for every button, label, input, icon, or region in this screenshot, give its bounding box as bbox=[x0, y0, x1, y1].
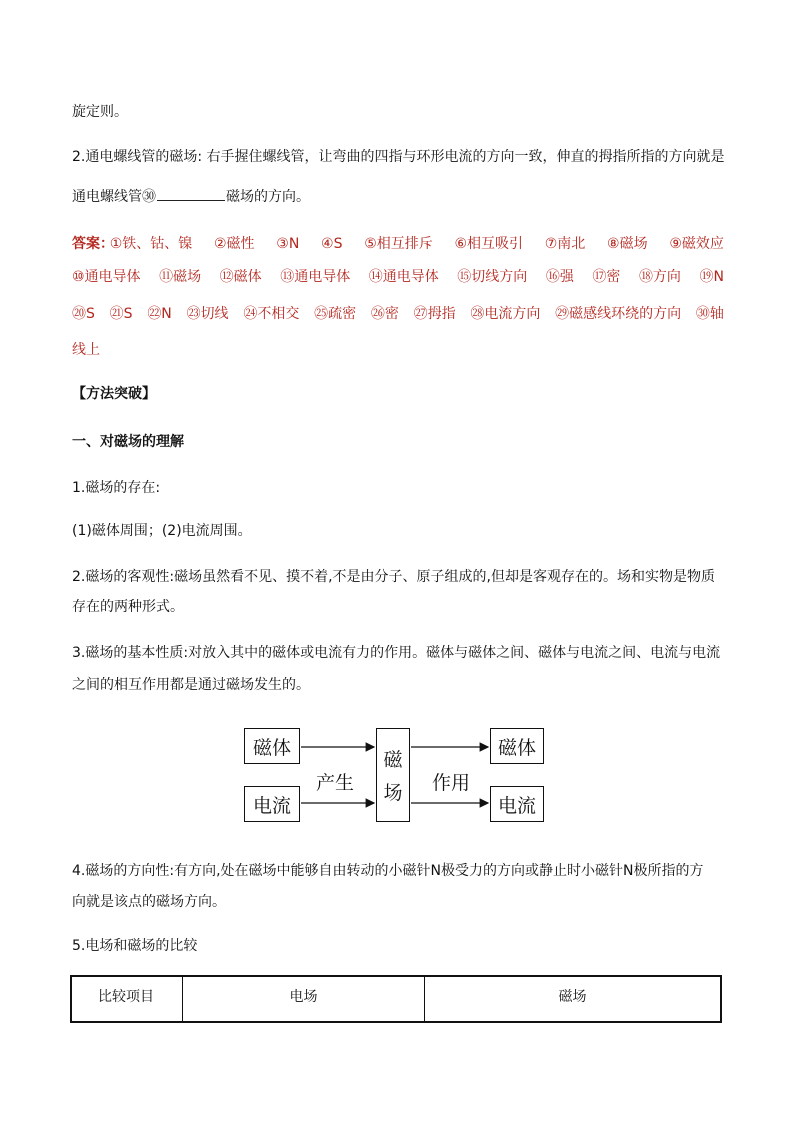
paragraph-4-line1: 4.磁场的方向性:有方向,处在磁场中能够自由转动的小磁针N极受力的方向或静止时小磁针N极所指的方 bbox=[72, 863, 704, 879]
answer-item: ③N bbox=[276, 236, 300, 252]
answer-item: ㉙磁感线环绕的方向 bbox=[555, 306, 682, 322]
item2-suffix: 磁场的方向。 bbox=[226, 189, 310, 205]
label-produce: 产生 bbox=[316, 772, 355, 794]
paragraph-5: 5.电场和磁场的比较 bbox=[72, 938, 198, 954]
paragraph-4-line2: 向就是该点的磁场方向。 bbox=[72, 894, 226, 910]
answer-item: ①铁、钴、镍 bbox=[109, 236, 193, 252]
answer-item: ⑯强 bbox=[545, 269, 574, 285]
item2-prefix: 通电螺线管㉚ bbox=[72, 189, 156, 205]
answers-row-3 bbox=[72, 304, 724, 324]
answer-item: ⑧磁场 bbox=[607, 236, 648, 252]
answer-item: ⑮切线方向 bbox=[457, 269, 528, 285]
answer-item: ㉕疏密 bbox=[314, 306, 357, 322]
answer-item: ⑫磁体 bbox=[219, 269, 262, 285]
answer-item: ㉑S bbox=[109, 306, 133, 322]
answer-item: ⑱方向 bbox=[638, 269, 681, 285]
comparison-table bbox=[70, 975, 722, 1023]
answer-item: ②磁性 bbox=[214, 236, 255, 252]
answer-item: 线上 bbox=[72, 342, 100, 358]
table-header-item: 比较项目 bbox=[72, 977, 183, 1021]
answers-row-1 bbox=[72, 234, 724, 254]
answer-item: ⑭通电导体 bbox=[368, 269, 439, 285]
magnetic-field-diagram bbox=[244, 726, 544, 826]
answer-item: ㉖密 bbox=[370, 306, 399, 322]
method-heading: 【方法突破】 bbox=[72, 386, 156, 402]
answer-item: ㉓切线 bbox=[186, 306, 229, 322]
answer-blank bbox=[157, 186, 225, 201]
section-heading: 一、对磁场的理解 bbox=[72, 434, 184, 450]
paragraph-1: 1.磁场的存在: bbox=[72, 480, 161, 496]
answer-item: ㉘电流方向 bbox=[470, 306, 541, 322]
answer-item: ㉗拇指 bbox=[413, 306, 456, 322]
answer-item: ⑦南北 bbox=[544, 236, 586, 252]
answer-item: ⑩通电导体 bbox=[72, 269, 141, 285]
field-char-2: 场 bbox=[383, 782, 403, 804]
field-char-1: 磁 bbox=[383, 749, 403, 771]
answer-item: ⑬通电导体 bbox=[280, 269, 351, 285]
paragraph-1-detail: (1)磁体周围；(2)电流周围。 bbox=[72, 523, 252, 539]
answer-item: ⑰密 bbox=[592, 269, 621, 285]
answer-item: ㉒N bbox=[147, 306, 172, 322]
answers-row-2 bbox=[72, 267, 724, 287]
answer-item: ㉚轴 bbox=[695, 306, 724, 322]
answer-item: ㉔不相交 bbox=[243, 306, 300, 322]
box-magnet-right: 磁体 bbox=[490, 728, 544, 764]
answers-row-4 bbox=[72, 340, 724, 360]
paragraph-3-line1: 3.磁场的基本性质:对放入其中的磁体或电流有力的作用。磁体与磁体之间、磁体与电流之间、电流与电流 bbox=[72, 645, 721, 661]
answer-item: ⑪磁场 bbox=[159, 269, 202, 285]
paragraph-3-line2: 之间的相互作用都是通过磁场发生的。 bbox=[72, 677, 310, 693]
answer-item: ⑲N bbox=[699, 269, 724, 285]
table-header-electric: 电场 bbox=[183, 977, 425, 1021]
answers-label: 答案： bbox=[72, 236, 114, 252]
item2-line2 bbox=[72, 186, 310, 207]
item2-line1: 2.通电螺线管的磁场: 右手握住螺线管，让弯曲的四指与环形电流的方向一致，伸直的拇指所指的方向就是 bbox=[72, 149, 725, 165]
table-header-magnetic: 磁场 bbox=[558, 989, 587, 1005]
answer-item: ⑳S bbox=[72, 306, 95, 322]
paragraph-2-line1: 2.磁场的客观性:磁场虽然看不见、摸不着,不是由分子、原子组成的,但却是客观存在的。场和实物是物质 bbox=[72, 569, 715, 585]
answer-item: ④S bbox=[321, 236, 343, 252]
answer-item: ⑥相互吸引 bbox=[454, 236, 524, 252]
box-magnetic-field bbox=[376, 728, 410, 822]
box-magnet-left: 磁体 bbox=[244, 728, 300, 764]
paragraph-2-line2: 存在的两种形式。 bbox=[72, 599, 184, 615]
label-act: 作用 bbox=[432, 772, 471, 794]
box-current-right: 电流 bbox=[490, 786, 544, 822]
answer-item: ⑤相互排斥 bbox=[364, 236, 433, 252]
continued-line: 旋定则。 bbox=[72, 104, 128, 120]
answer-item: ⑨磁效应 bbox=[669, 236, 724, 252]
box-current-left: 电流 bbox=[244, 786, 300, 822]
